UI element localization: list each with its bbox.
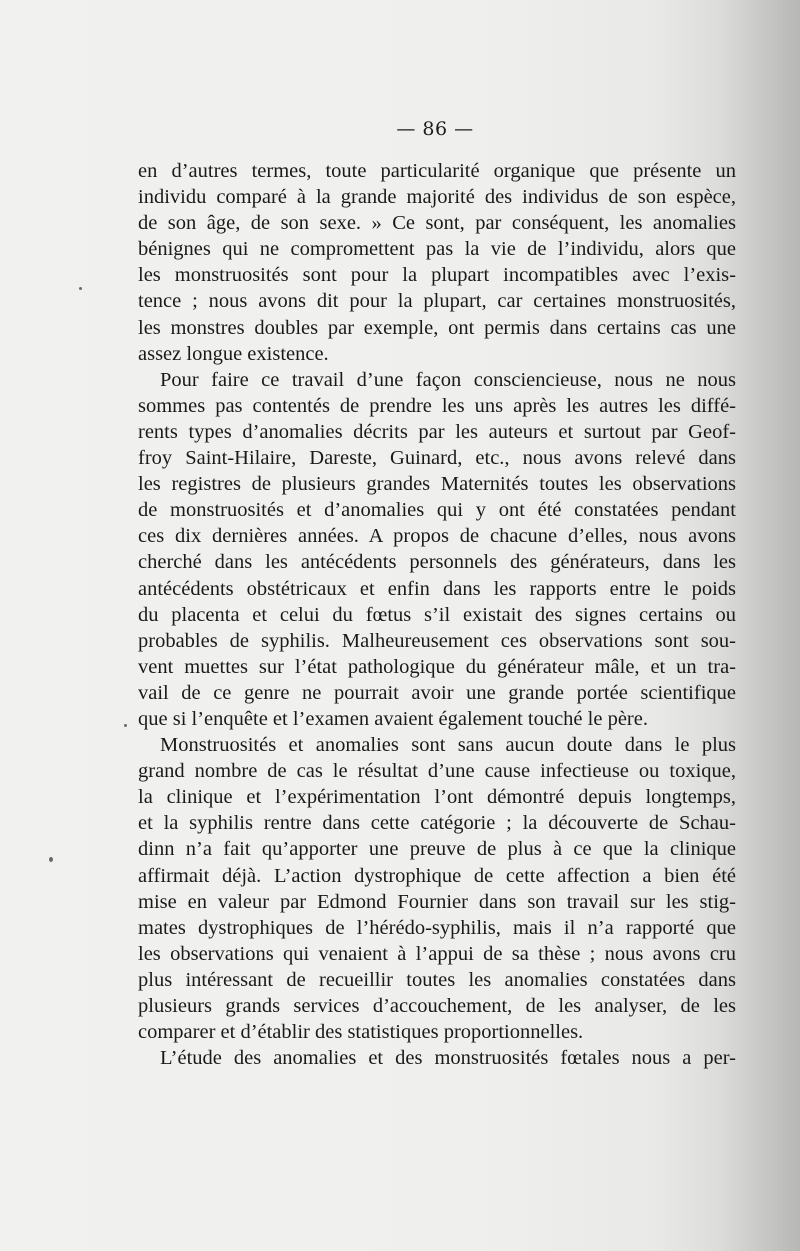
text-line: probables de syphilis. Malheureusement ces observations sont sou-: [138, 629, 736, 652]
text-line: de monstruosités et d’anomalies qui y ont été constatées pendant: [138, 499, 736, 522]
text-line: que si l’enquête et l’examen avaient également touché le père.: [138, 707, 648, 730]
scan-speck: [124, 724, 127, 727]
text-line: antécédents obstétricaux et enfin dans les rapports entre le poids: [138, 577, 736, 600]
text-line: plus intéressant de recueillir toutes les anomalies constatées dans: [138, 968, 736, 991]
text-line: froy Saint-Hilaire, Dareste, Guinard, etc., nous avons relevé dans: [138, 447, 736, 470]
text-line: grand nombre de cas le résultat d’une cause infectieuse ou toxique,: [138, 760, 736, 783]
scan-speck: [49, 857, 53, 862]
text-line: tence ; nous avons dit pour la plupart, car certaines monstruosités,: [138, 290, 736, 313]
text-line: bénignes qui ne compromettent pas la vie de l’individu, alors que: [138, 238, 736, 261]
text-line: en d’autres termes, toute particularité organique que présente un: [138, 160, 736, 182]
text-line: mise en valeur par Edmond Fournier dans son travail sur les stig-: [138, 890, 736, 913]
text-line: Pour faire ce travail d’une façon consciencieuse, nous ne nous: [160, 368, 736, 391]
text-line: cherché dans les antécédents personnels des générateurs, dans les: [138, 551, 736, 574]
text-line: les monstres doubles par exemple, ont permis dans certains cas une: [138, 316, 736, 339]
text-line: les registres de plusieurs grandes Maternités toutes les observations: [138, 473, 736, 496]
text-line: assez longue existence.: [138, 342, 329, 365]
text-line: les observations qui venaient à l’appui de sa thèse ; nous avons cru: [138, 942, 736, 965]
body-text: [138, 158, 736, 1071]
text-line: du placenta et celui du fœtus s’il existait des signes certains ou: [138, 603, 736, 626]
text-line: Monstruosités et anomalies sont sans aucun doute dans le plus: [160, 734, 736, 757]
text-line: les monstruosités sont pour la plupart incompatibles avec l’exis-: [138, 264, 736, 287]
page-number: — 86 —: [396, 118, 474, 140]
text-line: dinn n’a fait qu’apporter une preuve de plus à ce que la clinique: [138, 838, 736, 861]
text-line: comparer et d’établir des statistiques proportionnelles.: [138, 1021, 584, 1044]
text-line: mates dystrophiques de l’hérédo-syphilis, mais il n’a rapporté que: [138, 916, 736, 939]
text-line: vail de ce genre ne pourrait avoir une grande portée scientifique: [138, 681, 736, 704]
text-line: individu comparé à la grande majorité des individus de son espèce,: [138, 186, 736, 209]
text-line: sommes pas contentés de prendre les uns après les autres les diffé-: [138, 394, 736, 417]
text-line: et la syphilis rentre dans cette catégorie ; la découverte de Schau-: [138, 812, 736, 835]
scan-speck: [79, 287, 82, 290]
text-line: vent muettes sur l’état pathologique du générateur mâle, et un tra-: [138, 655, 736, 678]
text-line: de son âge, de son sexe. » Ce sont, par conséquent, les anomalies: [138, 212, 736, 235]
text-line: L’étude des anomalies et des monstruosités fœtales nous a per-: [160, 1047, 736, 1070]
text-line: plusieurs grands services d’accouchement, de les analyser, de les: [138, 995, 736, 1017]
text-line: affirmait déjà. L’action dystrophique de cette affection a bien été: [138, 864, 736, 887]
text-line: rents types d’anomalies décrits par les auteurs et surtout par Geof-: [138, 420, 736, 443]
text-line: ces dix dernières années. A propos de chacune d’elles, nous avons: [138, 525, 736, 548]
text-line: la clinique et l’expérimentation l’ont démontré depuis longtemps,: [138, 786, 736, 809]
